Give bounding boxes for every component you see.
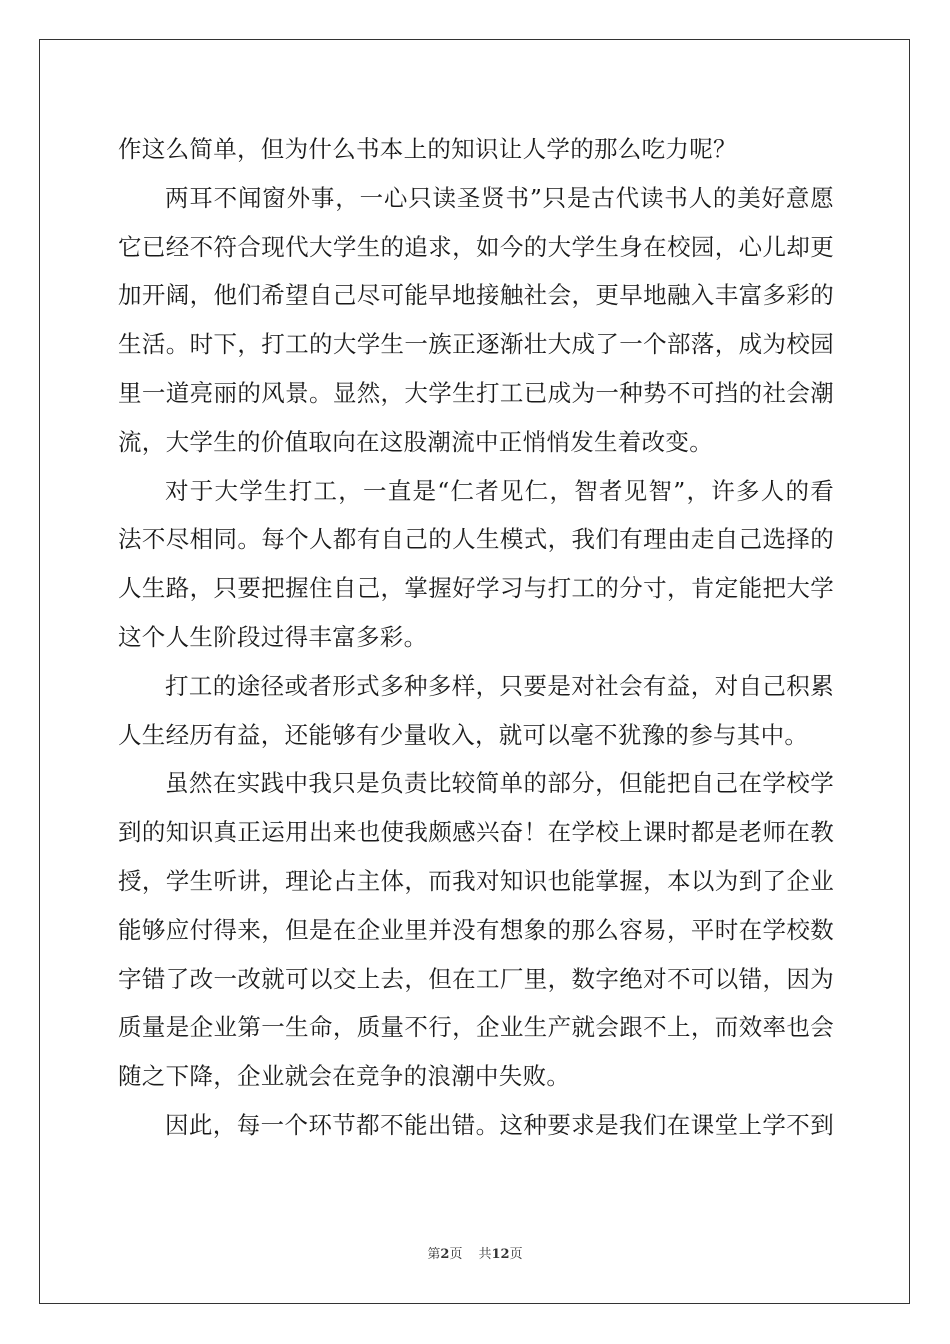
- text-line: 生活。时下，打工的大学生一族正逐渐壮大成了一个部落，成为校园: [118, 330, 834, 359]
- text-line: 人生路，只要把握住自己，掌握好学习与打工的分寸，肯定能把大学: [118, 574, 834, 603]
- text-line: 授，学生听讲，理论占主体，而我对知识也能掌握，本以为到了企业: [118, 866, 834, 895]
- text-line: 随之下降，企业就会在竞争的浪潮中失败。: [118, 1062, 571, 1091]
- text-line: 加开阔，他们希望自己尽可能早地接触社会，更早地融入丰富多彩的: [118, 281, 834, 310]
- text-line: 字错了改一改就可以交上去，但在工厂里，数字绝对不可以错，因为: [118, 964, 834, 993]
- total-pages: 12: [491, 1247, 510, 1262]
- text-line: 这个人生阶段过得丰富多彩。: [118, 622, 428, 651]
- text-line: 虽然在实践中我只是负责比较简单的部分，但能把自己在学校学: [165, 769, 834, 798]
- text-line: 法不尽相同。每个人都有自己的人生模式，我们有理由走自己选择的: [118, 525, 834, 554]
- document-body: [118, 125, 834, 1150]
- text-line: 流，大学生的价值取向在这股潮流中正悄悄发生着改变。: [118, 427, 713, 456]
- total-prefix: 共: [478, 1247, 492, 1262]
- text-line: 能够应付得来，但是在企业里并没有想象的那么容易，平时在学校数: [118, 915, 834, 944]
- text-line: 两耳不闻窗外事，一心只读圣贤书”只是古代读书人的美好意愿: [165, 183, 834, 212]
- text-line: 人生经历有益，还能够有少量收入，就可以毫不犹豫的参与其中。: [118, 720, 809, 749]
- text-line: 因此，每一个环节都不能出错。这种要求是我们在课堂上学不到: [165, 1110, 834, 1139]
- page-number: 2: [440, 1247, 450, 1262]
- page-prefix: 第: [427, 1247, 441, 1262]
- text-line: 对于大学生打工，一直是“仁者见仁，智者见智”，许多人的看: [165, 476, 834, 505]
- text-line: 它已经不符合现代大学生的追求，如今的大学生身在校园，心儿却更: [118, 232, 834, 261]
- page-suffix: 页: [449, 1247, 463, 1262]
- text-line: 打工的途径或者形式多种多样，只要是对社会有益，对自己积累: [165, 671, 834, 700]
- text-line: 里一道亮丽的风景。显然，大学生打工已成为一种势不可挡的社会潮: [118, 378, 834, 407]
- page-footer: [0, 1246, 950, 1264]
- total-suffix: 页: [509, 1247, 523, 1262]
- text-line: 作这么简单，但为什么书本上的知识让人学的那么吃力呢？: [118, 135, 737, 163]
- text-line: 质量是企业第一生命，质量不行，企业生产就会跟不上，而效率也会: [118, 1013, 834, 1042]
- text-line: 到的知识真正运用出来也使我颇感兴奋！在学校上课时都是老师在教: [118, 818, 834, 847]
